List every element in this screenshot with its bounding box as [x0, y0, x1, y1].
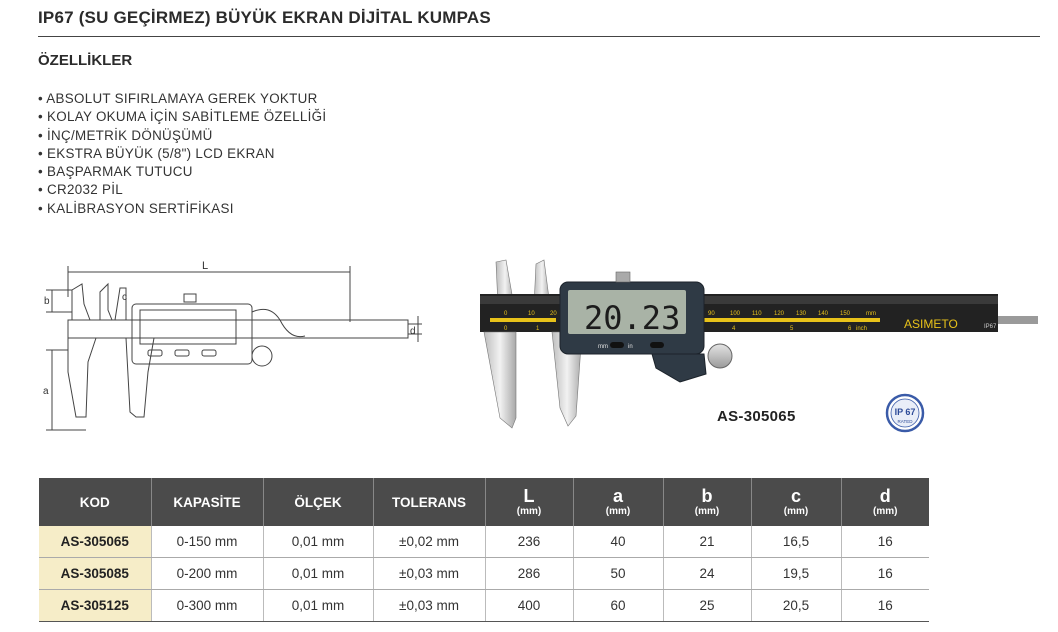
- feature-item: • ABSOLUT SIFIRLAMAYA GEREK YOKTUR: [38, 90, 326, 108]
- table-header-row: [39, 478, 929, 526]
- header-L: L (mm): [485, 478, 573, 526]
- header-capacity: KAPASİTE: [151, 478, 263, 526]
- cell-resolution: 0,01 mm: [263, 590, 373, 622]
- ip67-rated-badge: [885, 393, 925, 433]
- scale-tick-label: 90: [708, 311, 715, 317]
- brand-logo: ASIMETO: [904, 317, 958, 331]
- header-a: a (mm): [573, 478, 663, 526]
- features-list: [38, 90, 326, 218]
- title-divider: [38, 36, 1040, 37]
- scale-tick-label: 130: [796, 311, 807, 317]
- diagram-label-a: a: [43, 386, 49, 397]
- cell-L: 236: [485, 526, 573, 558]
- diagram-label-b: b: [44, 296, 50, 307]
- table-row: [39, 590, 929, 622]
- header-tolerance: TOLERANS: [373, 478, 485, 526]
- cell-b: 24: [663, 558, 751, 590]
- scale-tick-label: 100: [730, 311, 741, 317]
- header-b: b (mm): [663, 478, 751, 526]
- cell-tolerance: ±0,03 mm: [373, 590, 485, 622]
- scale-tick-label: 110: [752, 311, 762, 317]
- cell-c: 19,5: [751, 558, 841, 590]
- cell-L: 286: [485, 558, 573, 590]
- table-row: [39, 526, 929, 558]
- cell-resolution: 0,01 mm: [263, 526, 373, 558]
- scale-tick-label: 6: [848, 326, 852, 332]
- scale-tick-label: 1: [536, 326, 540, 332]
- caliper-dimension-diagram: [30, 252, 430, 437]
- scale-tick-label: 0: [504, 311, 508, 317]
- cell-tolerance: ±0,03 mm: [373, 558, 485, 590]
- scale-tick-label: 4: [732, 326, 736, 332]
- scale-tick-label: 150: [840, 311, 851, 317]
- scale-unit-label: inch: [856, 326, 868, 332]
- diagram-label-c: c: [122, 292, 127, 303]
- cell-resolution: 0,01 mm: [263, 558, 373, 590]
- mm-label: mm: [598, 344, 608, 350]
- scale-tick-label: 140: [818, 311, 829, 317]
- scale-unit-label: mm: [866, 311, 876, 317]
- feature-item: • CR2032 PİL: [38, 181, 326, 199]
- cell-d: 16: [841, 590, 929, 622]
- caliper-product-photo: [476, 258, 1042, 433]
- cell-a: 50: [573, 558, 663, 590]
- lcd-reading: 20.23: [584, 299, 681, 337]
- header-c: c (mm): [751, 478, 841, 526]
- specifications-table: [39, 478, 929, 622]
- cell-capacity: 0-150 mm: [151, 526, 263, 558]
- badge-ip-text: IP 67: [894, 407, 916, 417]
- cell-capacity: 0-200 mm: [151, 558, 263, 590]
- cell-c: 20,5: [751, 590, 841, 622]
- feature-item: • EKSTRA BÜYÜK (5/8") LCD EKRAN: [38, 145, 326, 163]
- header-resolution: ÖLÇEK: [263, 478, 373, 526]
- header-code: KOD: [39, 478, 151, 526]
- cell-tolerance: ±0,02 mm: [373, 526, 485, 558]
- cell-code: AS-305065: [39, 526, 151, 558]
- cell-a: 60: [573, 590, 663, 622]
- page-title: IP67 (SU GEÇİRMEZ) BÜYÜK EKRAN DİJİTAL KUMPAS: [38, 8, 491, 27]
- cell-c: 16,5: [751, 526, 841, 558]
- cell-a: 40: [573, 526, 663, 558]
- feature-item: • KOLAY OKUMA İÇİN SABİTLEME ÖZELLİĞİ: [38, 108, 326, 126]
- cell-b: 21: [663, 526, 751, 558]
- diagram-label-L: L: [202, 260, 209, 272]
- cell-capacity: 0-300 mm: [151, 590, 263, 622]
- cell-d: 16: [841, 526, 929, 558]
- scale-tick-label: 5: [790, 326, 794, 332]
- header-d: d (mm): [841, 478, 929, 526]
- table-row: [39, 558, 929, 590]
- scale-tick-label: 20: [550, 311, 557, 317]
- model-label: AS-305065: [717, 408, 796, 425]
- in-label: in: [628, 344, 633, 350]
- cell-code: AS-305125: [39, 590, 151, 622]
- badge-rated-text: RATED: [897, 419, 913, 424]
- cell-code: AS-305085: [39, 558, 151, 590]
- scale-tick-label: 10: [528, 311, 535, 317]
- cell-d: 16: [841, 558, 929, 590]
- beam-ip-mark: IP67: [984, 324, 997, 330]
- feature-item: • KALİBRASYON SERTİFİKASI: [38, 200, 326, 218]
- cell-b: 25: [663, 590, 751, 622]
- feature-item: • BAŞPARMAK TUTUCU: [38, 163, 326, 181]
- scale-tick-label: 120: [774, 311, 785, 317]
- scale-tick-label: 0: [504, 326, 508, 332]
- feature-item: • İNÇ/METRİK DÖNÜŞÜMÜ: [38, 127, 326, 145]
- diagram-label-d: d: [410, 326, 416, 337]
- features-heading: ÖZELLİKLER: [38, 52, 133, 69]
- cell-L: 400: [485, 590, 573, 622]
